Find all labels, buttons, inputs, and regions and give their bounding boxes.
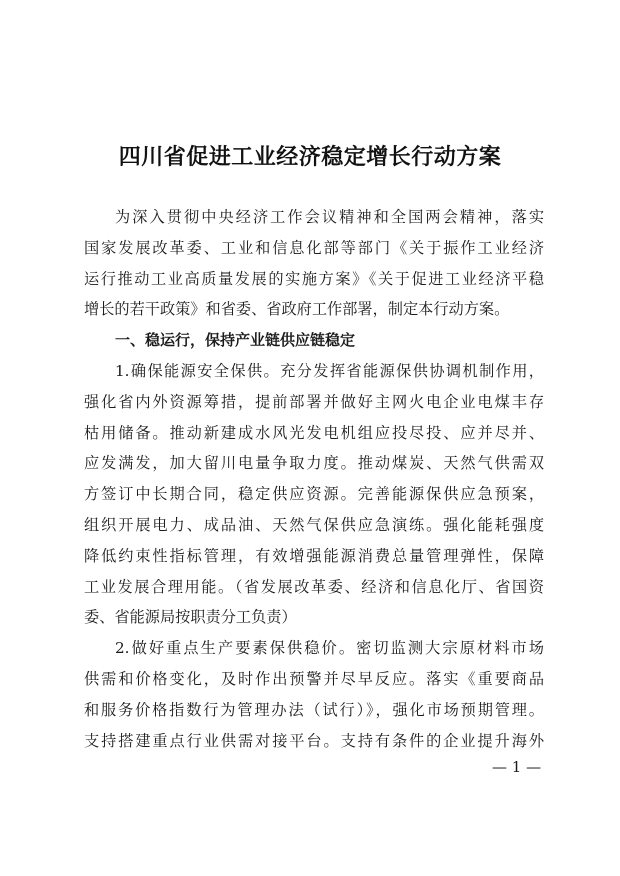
paragraph-line: 为深入贯彻中央经济工作会议精神和全国两会精神，落实 bbox=[115, 208, 544, 226]
paragraph-line: 和服务价格指数行为管理办法（试行）》，强化市场预期管理。 bbox=[84, 700, 544, 719]
paragraph-line: 组织开展电力、成品油、天然气保供应急演练。强化能耗强度 bbox=[84, 515, 544, 534]
section-heading: 一、稳运行，保持产业链供应链稳定 bbox=[115, 331, 356, 350]
paragraph-line: 方签订中长期合同，稳定供应资源。完善能源保供应急预案， bbox=[84, 485, 544, 504]
document-body bbox=[84, 202, 544, 756]
paragraph-line: 委、省能源局按职责分工负责） bbox=[84, 608, 297, 627]
paragraph-line: 降低约束性指标管理，有效增强能源消费总量管理弹性，保障 bbox=[84, 546, 544, 565]
paragraph-line: 1.确保能源安全保供。充分发挥省能源保供协调机制作用， bbox=[115, 361, 544, 380]
paragraph-line: 枯用储备。推动新建成水风光发电机组应投尽投、应并尽并、 bbox=[84, 423, 544, 442]
paragraph-line: 强化省内外资源筹措，提前部署并做好主网火电企业电煤丰存 bbox=[84, 392, 544, 411]
paragraph-line: 应发满发，加大留川电量争取力度。推动煤炭、天然气供需双 bbox=[84, 454, 544, 473]
paragraph-line: 增长的若干政策》和省委、省政府工作部署，制定本行动方案。 bbox=[84, 300, 510, 319]
page-number: — 1 — bbox=[492, 758, 542, 776]
paragraph-line: 2.做好重点生产要素保供稳价。密切监测大宗原材料市场 bbox=[115, 639, 544, 658]
paragraph-line: 支持搭建重点行业供需对接平台。支持有条件的企业提升海外 bbox=[84, 731, 544, 750]
paragraph-line: 运行推动工业高质量发展的实施方案》《关于促进工业经济平稳 bbox=[84, 269, 544, 288]
document-title: 四川省促进工业经济稳定增长行动方案 bbox=[118, 144, 502, 170]
paragraph-line: 国家发展改革委、工业和信息化部等部门《关于振作工业经济 bbox=[84, 238, 544, 257]
paragraph-line: 工业发展合理用能。（省发展改革委、经济和信息化厅、省国资 bbox=[84, 577, 544, 596]
paragraph-line: 供需和价格变化，及时作出预警并尽早反应。落实《重要商品 bbox=[84, 669, 544, 688]
